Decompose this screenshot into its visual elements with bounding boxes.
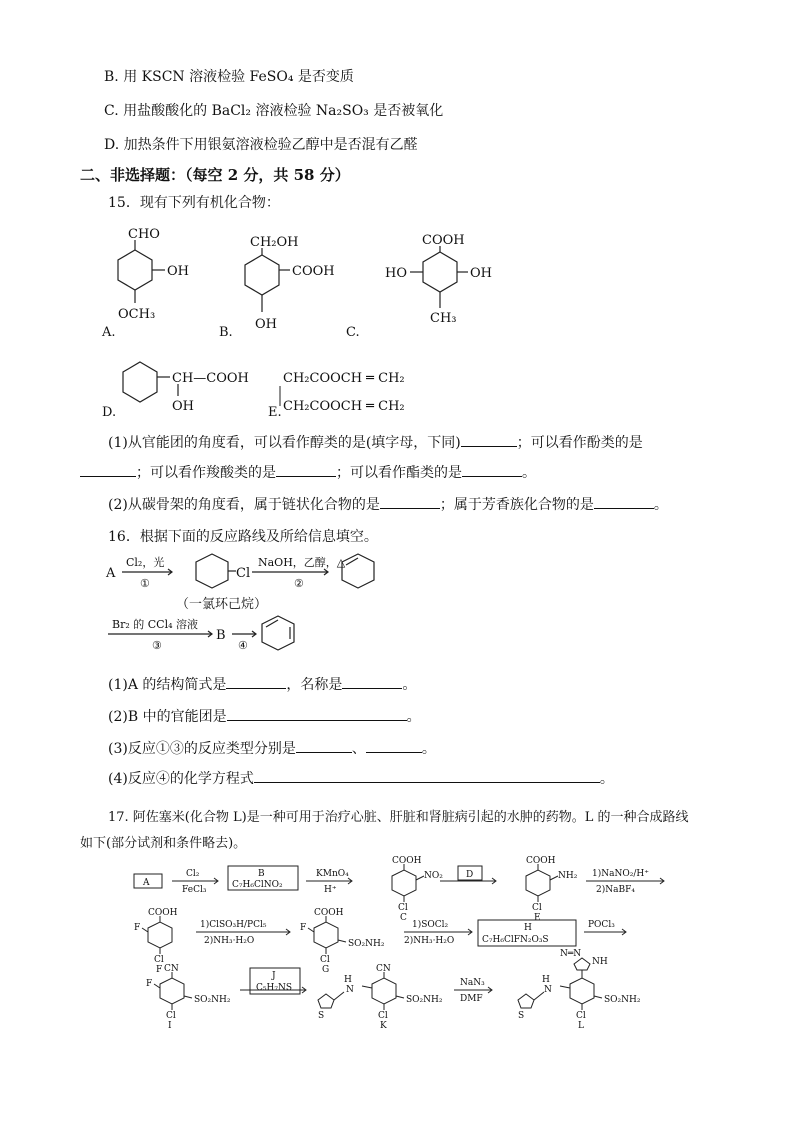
c-oh: OH bbox=[470, 266, 492, 281]
r2-bot: H⁺ bbox=[324, 885, 337, 895]
f-f: F bbox=[134, 923, 141, 933]
l-label: L bbox=[578, 1021, 584, 1031]
i-so2: SO₂NH₂ bbox=[194, 995, 231, 1005]
k-label: K bbox=[380, 1021, 387, 1031]
s16-name: （一氯环己烷） bbox=[176, 597, 268, 612]
q16-1: (1)A 的结构简式是 ，名称是 。 bbox=[108, 674, 416, 694]
f-label: F bbox=[156, 965, 163, 975]
l-n2: N bbox=[544, 985, 552, 995]
q15-stem: 15．现有下列有机化合物： bbox=[108, 195, 280, 211]
a-cho: CHO bbox=[128, 227, 160, 242]
s16-step3: ③ bbox=[152, 639, 162, 652]
blank[interactable] bbox=[226, 674, 286, 689]
g-cl: Cl bbox=[320, 955, 330, 965]
q15-structures bbox=[0, 0, 800, 420]
s16-step2: ② bbox=[294, 577, 304, 590]
box-b2: C₇H₆ClNO₂ bbox=[232, 880, 283, 890]
box-h1: H bbox=[524, 923, 532, 933]
s16-step1: ① bbox=[140, 577, 150, 590]
g-f: F bbox=[300, 923, 307, 933]
q16-3: (3)反应①③的反应类型分别是 、 。 bbox=[108, 738, 436, 758]
c-ho: HO bbox=[385, 266, 407, 281]
label-d: D. bbox=[102, 405, 117, 420]
f-cl: Cl bbox=[154, 955, 164, 965]
label-b: B. bbox=[219, 325, 233, 340]
r1-top: Cl₂ bbox=[186, 869, 200, 879]
r1-bot: FeCl₃ bbox=[182, 885, 207, 895]
a-oh: OH bbox=[167, 264, 189, 279]
blank[interactable] bbox=[227, 706, 407, 721]
s16-cond1: Cl₂，光 bbox=[126, 556, 165, 569]
l-cl: Cl bbox=[576, 1011, 586, 1021]
e-cl: Cl bbox=[532, 903, 542, 913]
option-c: C. 用盐酸酸化的 BaCl₂ 溶液检验 Na₂SO₃ 是否被氧化 bbox=[104, 103, 444, 119]
c-cooh: COOH bbox=[422, 233, 465, 248]
blank[interactable] bbox=[380, 494, 440, 509]
label-e: E. bbox=[268, 405, 282, 420]
l-h: H bbox=[542, 975, 550, 985]
blank[interactable] bbox=[80, 462, 136, 477]
blank[interactable] bbox=[296, 738, 352, 753]
r5-top: 1)SOCl₂ bbox=[412, 920, 449, 930]
label-c: C. bbox=[346, 325, 360, 340]
blank[interactable] bbox=[342, 674, 402, 689]
e-cooh: COOH bbox=[526, 856, 556, 866]
q17-stem-2: 如下(部分试剂和条件略去)。 bbox=[80, 836, 247, 851]
f-cooh: COOH bbox=[148, 908, 178, 918]
e-nh2: NH₂ bbox=[558, 871, 578, 881]
s16-cond3: Br₂ 的 CCl₄ 溶液 bbox=[112, 618, 199, 631]
k-n: N bbox=[346, 985, 354, 995]
r6-top: POCl₃ bbox=[588, 920, 615, 930]
c-no2: NO₂ bbox=[424, 871, 443, 881]
d-ch: CH—COOH bbox=[172, 371, 249, 386]
i-cl: Cl bbox=[166, 1011, 176, 1021]
q16-4: (4)反应④的化学方程式 。 bbox=[108, 768, 614, 788]
box-j1: J bbox=[272, 971, 276, 981]
q17-scheme bbox=[0, 856, 800, 1036]
q16-scheme bbox=[0, 550, 800, 670]
option-d: D. 加热条件下用银氨溶液检验乙醇中是否混有乙醛 bbox=[104, 137, 418, 153]
q15-2: (2)从碳骨架的角度看，属于链状化合物的是 ；属于芳香族化合物的是 。 bbox=[108, 494, 668, 514]
blank[interactable] bbox=[461, 432, 517, 447]
section-title: 二、非选择题：（每空 2 分，共 58 分） bbox=[80, 166, 350, 184]
r4-bot: 2)NH₃·H₂O bbox=[204, 936, 255, 946]
e-bottom: CH₂COOCH ═ CH₂ bbox=[283, 399, 405, 414]
r2-top: KMnO₄ bbox=[316, 869, 349, 879]
a-och3: OCH₃ bbox=[118, 307, 156, 322]
e-top: CH₂COOCH ═ CH₂ bbox=[283, 371, 405, 386]
l-n: N═N bbox=[560, 949, 582, 959]
blank[interactable] bbox=[366, 738, 422, 753]
r3-bot: 2)NaBF₄ bbox=[596, 885, 635, 895]
g-cooh: COOH bbox=[314, 908, 344, 918]
i-label: I bbox=[168, 1021, 172, 1031]
s16-cond2: NaOH，乙醇，△ bbox=[258, 556, 346, 569]
r5-bot: 2)NH₃·H₂O bbox=[404, 936, 455, 946]
d-oh: OH bbox=[172, 399, 194, 414]
option-b: B. 用 KSCN 溶液检验 FeSO₄ 是否变质 bbox=[104, 69, 354, 85]
i-cn: CN bbox=[164, 964, 179, 974]
box-j2: C₅H₇NS bbox=[256, 983, 292, 993]
c-label: C bbox=[400, 913, 407, 923]
box-a: A bbox=[143, 878, 150, 888]
k-cl: Cl bbox=[378, 1011, 388, 1021]
s16-cl: Cl bbox=[236, 566, 251, 581]
c-cooh: COOH bbox=[392, 856, 422, 866]
blank[interactable] bbox=[276, 462, 336, 477]
q16-stem: 16．根据下面的反应路线及所给信息填空。 bbox=[108, 529, 378, 545]
q15-1-cont: ；可以看作羧酸类的是 ；可以看作酯类的是 。 bbox=[80, 462, 536, 482]
s16-a: A bbox=[106, 566, 116, 581]
blank[interactable] bbox=[462, 462, 522, 477]
box-h2: C₇H₆ClFN₂O₃S bbox=[482, 935, 549, 945]
k-h: H bbox=[344, 975, 352, 985]
b-ch2oh: CH₂OH bbox=[250, 235, 299, 250]
q15-1: (1)从官能团的角度看，可以看作醇类的是(填字母，下同) ；可以看作酚类的是 bbox=[108, 432, 643, 452]
l-so2: SO₂NH₂ bbox=[604, 995, 641, 1005]
label-a: A. bbox=[102, 325, 116, 340]
c-ch3: CH₃ bbox=[430, 311, 457, 326]
q17-stem-1: 17. 阿佐塞米(化合物 L)是一种可用于治疗心脏、肝脏和肾脏病引起的水肿的药物。L 的一种合成路线 bbox=[108, 810, 689, 825]
blank[interactable] bbox=[594, 494, 654, 509]
b-cooh: COOH bbox=[292, 264, 335, 279]
k-cn: CN bbox=[376, 964, 391, 974]
e-label: E bbox=[534, 913, 541, 923]
s16-b: B bbox=[216, 628, 226, 643]
c-cl: Cl bbox=[398, 903, 408, 913]
l-nh: NH bbox=[592, 957, 608, 967]
k-s: S bbox=[318, 1011, 325, 1021]
r4-top: 1)ClSO₃H/PCl₅ bbox=[200, 920, 267, 930]
r8-bot: DMF bbox=[460, 994, 483, 1004]
k-so2: SO₂NH₂ bbox=[406, 995, 443, 1005]
s16-step4: ④ bbox=[238, 639, 248, 652]
r8-top: NaN₃ bbox=[460, 978, 485, 988]
g-label: G bbox=[322, 965, 330, 975]
blank[interactable] bbox=[254, 768, 600, 783]
box-b1: B bbox=[258, 869, 265, 879]
b-oh: OH bbox=[255, 317, 277, 332]
r3-top: 1)NaNO₂/H⁺ bbox=[592, 869, 649, 879]
box-d: D bbox=[466, 870, 474, 880]
g-so2: SO₂NH₂ bbox=[348, 939, 385, 949]
q16-2: (2)B 中的官能团是 。 bbox=[108, 706, 421, 726]
l-s: S bbox=[518, 1011, 525, 1021]
i-f: F bbox=[146, 979, 153, 989]
